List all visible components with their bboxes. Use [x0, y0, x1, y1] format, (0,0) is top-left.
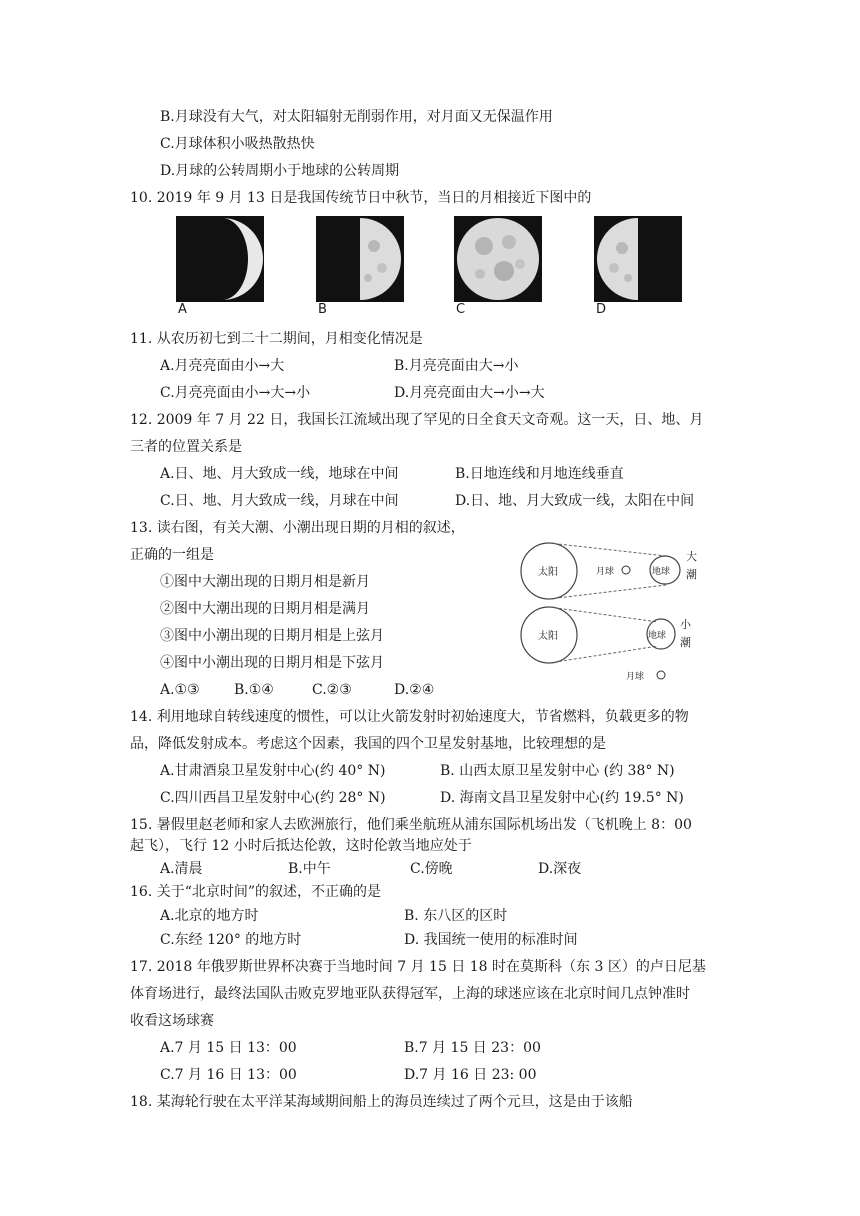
q14-option-a: A.甘肃酒泉卫星发射中心(约 40° N) [160, 763, 386, 779]
q11-option-b: B.月亮亮面由大→小 [394, 358, 519, 374]
q16-option-a: A.北京的地方时 [160, 908, 259, 924]
moon-phase-b [316, 216, 404, 324]
q9-option-d: D.月球的公转周期小于地球的公转周期 [160, 163, 400, 179]
q15-stem-line2: 起飞），飞行 12 小时后抵达伦敦，这时伦敦当地应处于 [130, 838, 472, 854]
sun-label-bottom: 太阳 [538, 631, 558, 642]
q11-stem: 11. 从农历初七到二十二期间，月相变化情况是 [130, 331, 423, 347]
q14-stem-line1: 14. 利用地球自转线速度的惯性，可以让火箭发射时初始速度大，节省燃料，负载更多的物 [130, 709, 689, 725]
q12-stem-line1: 12. 2009 年 7 月 22 日，我国长江流域出现了罕见的日全食天文奇观。这一天，日、地、月 [130, 412, 704, 428]
q13-item-1: ①图中大潮出现的日期月相是新月 [160, 574, 370, 590]
q12-option-b: B.日地连线和月地连线垂直 [455, 466, 624, 482]
moon-label-a: A [178, 302, 187, 317]
q17-option-b: B.7 月 15 日 23：00 [404, 1040, 541, 1056]
first-quarter-image [316, 216, 404, 302]
earth-label-bottom: 地球 [648, 631, 667, 641]
q16-option-c: C.东经 120° 的地方时 [160, 932, 302, 948]
earth-label-top: 地球 [652, 567, 671, 577]
q12-option-d: D.日、地、月大致成一线，太阳在中间 [455, 493, 695, 509]
q13-item-2: ②图中大潮出现的日期月相是满月 [160, 601, 370, 617]
q14-option-d: D. 海南文昌卫星发射中心(约 19.5° N) [440, 790, 684, 806]
moon-label-bottom: 月球 [626, 672, 645, 682]
light-ray-bottom-lower [549, 646, 658, 663]
neap-tide-char-1: 小 [680, 618, 691, 631]
q16-option-b: B. 东八区的区时 [404, 908, 508, 924]
light-ray-bottom-upper [549, 607, 658, 622]
q10-stem: 10. 2019 年 9 月 13 日是我国传统节日中秋节，当日的月相接近下图中的 [130, 190, 592, 206]
q13-stem-line2: 正确的一组是 [130, 547, 214, 563]
full-moon-image [454, 216, 542, 302]
moon-phase-c [454, 216, 542, 324]
q17-stem-line3: 收看这场球赛 [130, 1013, 214, 1029]
q14-stem-line2: 品，降低发射成本。考虑这个因素，我国的四个卫星发射基地，比较理想的是 [130, 736, 606, 752]
q13-item-3: ③图中小潮出现的日期月相是上弦月 [160, 628, 384, 644]
tide-diagram [518, 538, 708, 688]
q9-option-b: B.月球没有大气，对太阳辐射无削弱作用，对月面又无保温作用 [160, 109, 553, 125]
last-quarter-image [594, 216, 682, 302]
q17-option-c: C.7 月 16 日 13：00 [160, 1067, 297, 1083]
q11-option-d: D.月亮亮面由大→小→大 [394, 385, 545, 401]
q15-option-a: A.清晨 [160, 861, 203, 877]
q13-stem-line1: 13. 读右图，有关大潮、小潮出现日期的月相的叙述， [130, 520, 465, 536]
q17-option-a: A.7 月 15 日 13：00 [160, 1040, 297, 1056]
neap-tide-char-2: 潮 [680, 636, 691, 649]
q14-option-c: C.四川西昌卫星发射中心(约 28° N) [160, 790, 386, 806]
moon-dot-top [622, 566, 630, 574]
q16-stem: 16. 关于“北京时间”的叙述，不正确的是 [130, 884, 382, 900]
waxing-crescent-image [176, 216, 264, 302]
q13-option-d: D.②④ [394, 682, 435, 698]
q13-option-b: B.①④ [234, 682, 274, 698]
moon-phase-d [594, 216, 682, 324]
moon-label-b: B [318, 302, 327, 317]
q15-option-c: C.傍晚 [410, 861, 453, 877]
moon-phase-a [176, 216, 264, 324]
light-ray-top-lower [549, 585, 666, 599]
q17-stem-line2: 体育场进行，最终法国队击败克罗地亚队获得冠军，上海的球迷应该在北京时间几点钟准时 [130, 986, 690, 1002]
moon-label-top: 月球 [596, 567, 615, 577]
q13-item-4: ④图中小潮出现的日期月相是下弦月 [160, 655, 384, 671]
spring-tide-char-2: 潮 [686, 568, 697, 581]
spring-tide-char-1: 大 [686, 550, 697, 563]
q18-stem: 18. 某海轮行驶在太平洋某海域期间船上的海员连续过了两个元旦，这是由于该船 [130, 1094, 633, 1110]
q17-stem-line1: 17. 2018 年俄罗斯世界杯决赛于当地时间 7 月 15 日 18 时在莫斯科（东 3 区）的卢日尼基 [130, 959, 706, 975]
q12-option-a: A.日、地、月大致成一线，地球在中间 [160, 466, 399, 482]
sun-label-top: 太阳 [538, 567, 558, 578]
q16-option-d: D. 我国统一使用的标准时间 [404, 932, 578, 948]
q13-option-a: A.①③ [160, 682, 200, 698]
q15-option-b: B.中午 [288, 861, 331, 877]
q14-option-b: B. 山西太原卫星发射中心 (约 38° N) [440, 763, 675, 779]
q11-option-c: C.月亮亮面由小→大→小 [160, 385, 311, 401]
q17-option-d: D.7 月 16 日 23: 00 [404, 1067, 537, 1083]
moon-label-d: D [596, 302, 607, 317]
q13-option-c: C.②③ [312, 682, 352, 698]
q11-option-a: A.月亮亮面由小→大 [160, 358, 285, 374]
moon-label-c: C [456, 302, 466, 317]
q12-option-c: C.日、地、月大致成一线，月球在中间 [160, 493, 399, 509]
q12-stem-line2: 三者的位置关系是 [130, 439, 242, 455]
q9-option-c: C.月球体积小吸热散热快 [160, 136, 315, 152]
q15-option-d: D.深夜 [538, 861, 582, 877]
moon-dot-bottom [657, 671, 665, 679]
q15-stem-line1: 15. 暑假里赵老师和家人去欧洲旅行，他们乘坐航班从浦东国际机场出发（飞机晚上 8：00 [130, 817, 692, 833]
